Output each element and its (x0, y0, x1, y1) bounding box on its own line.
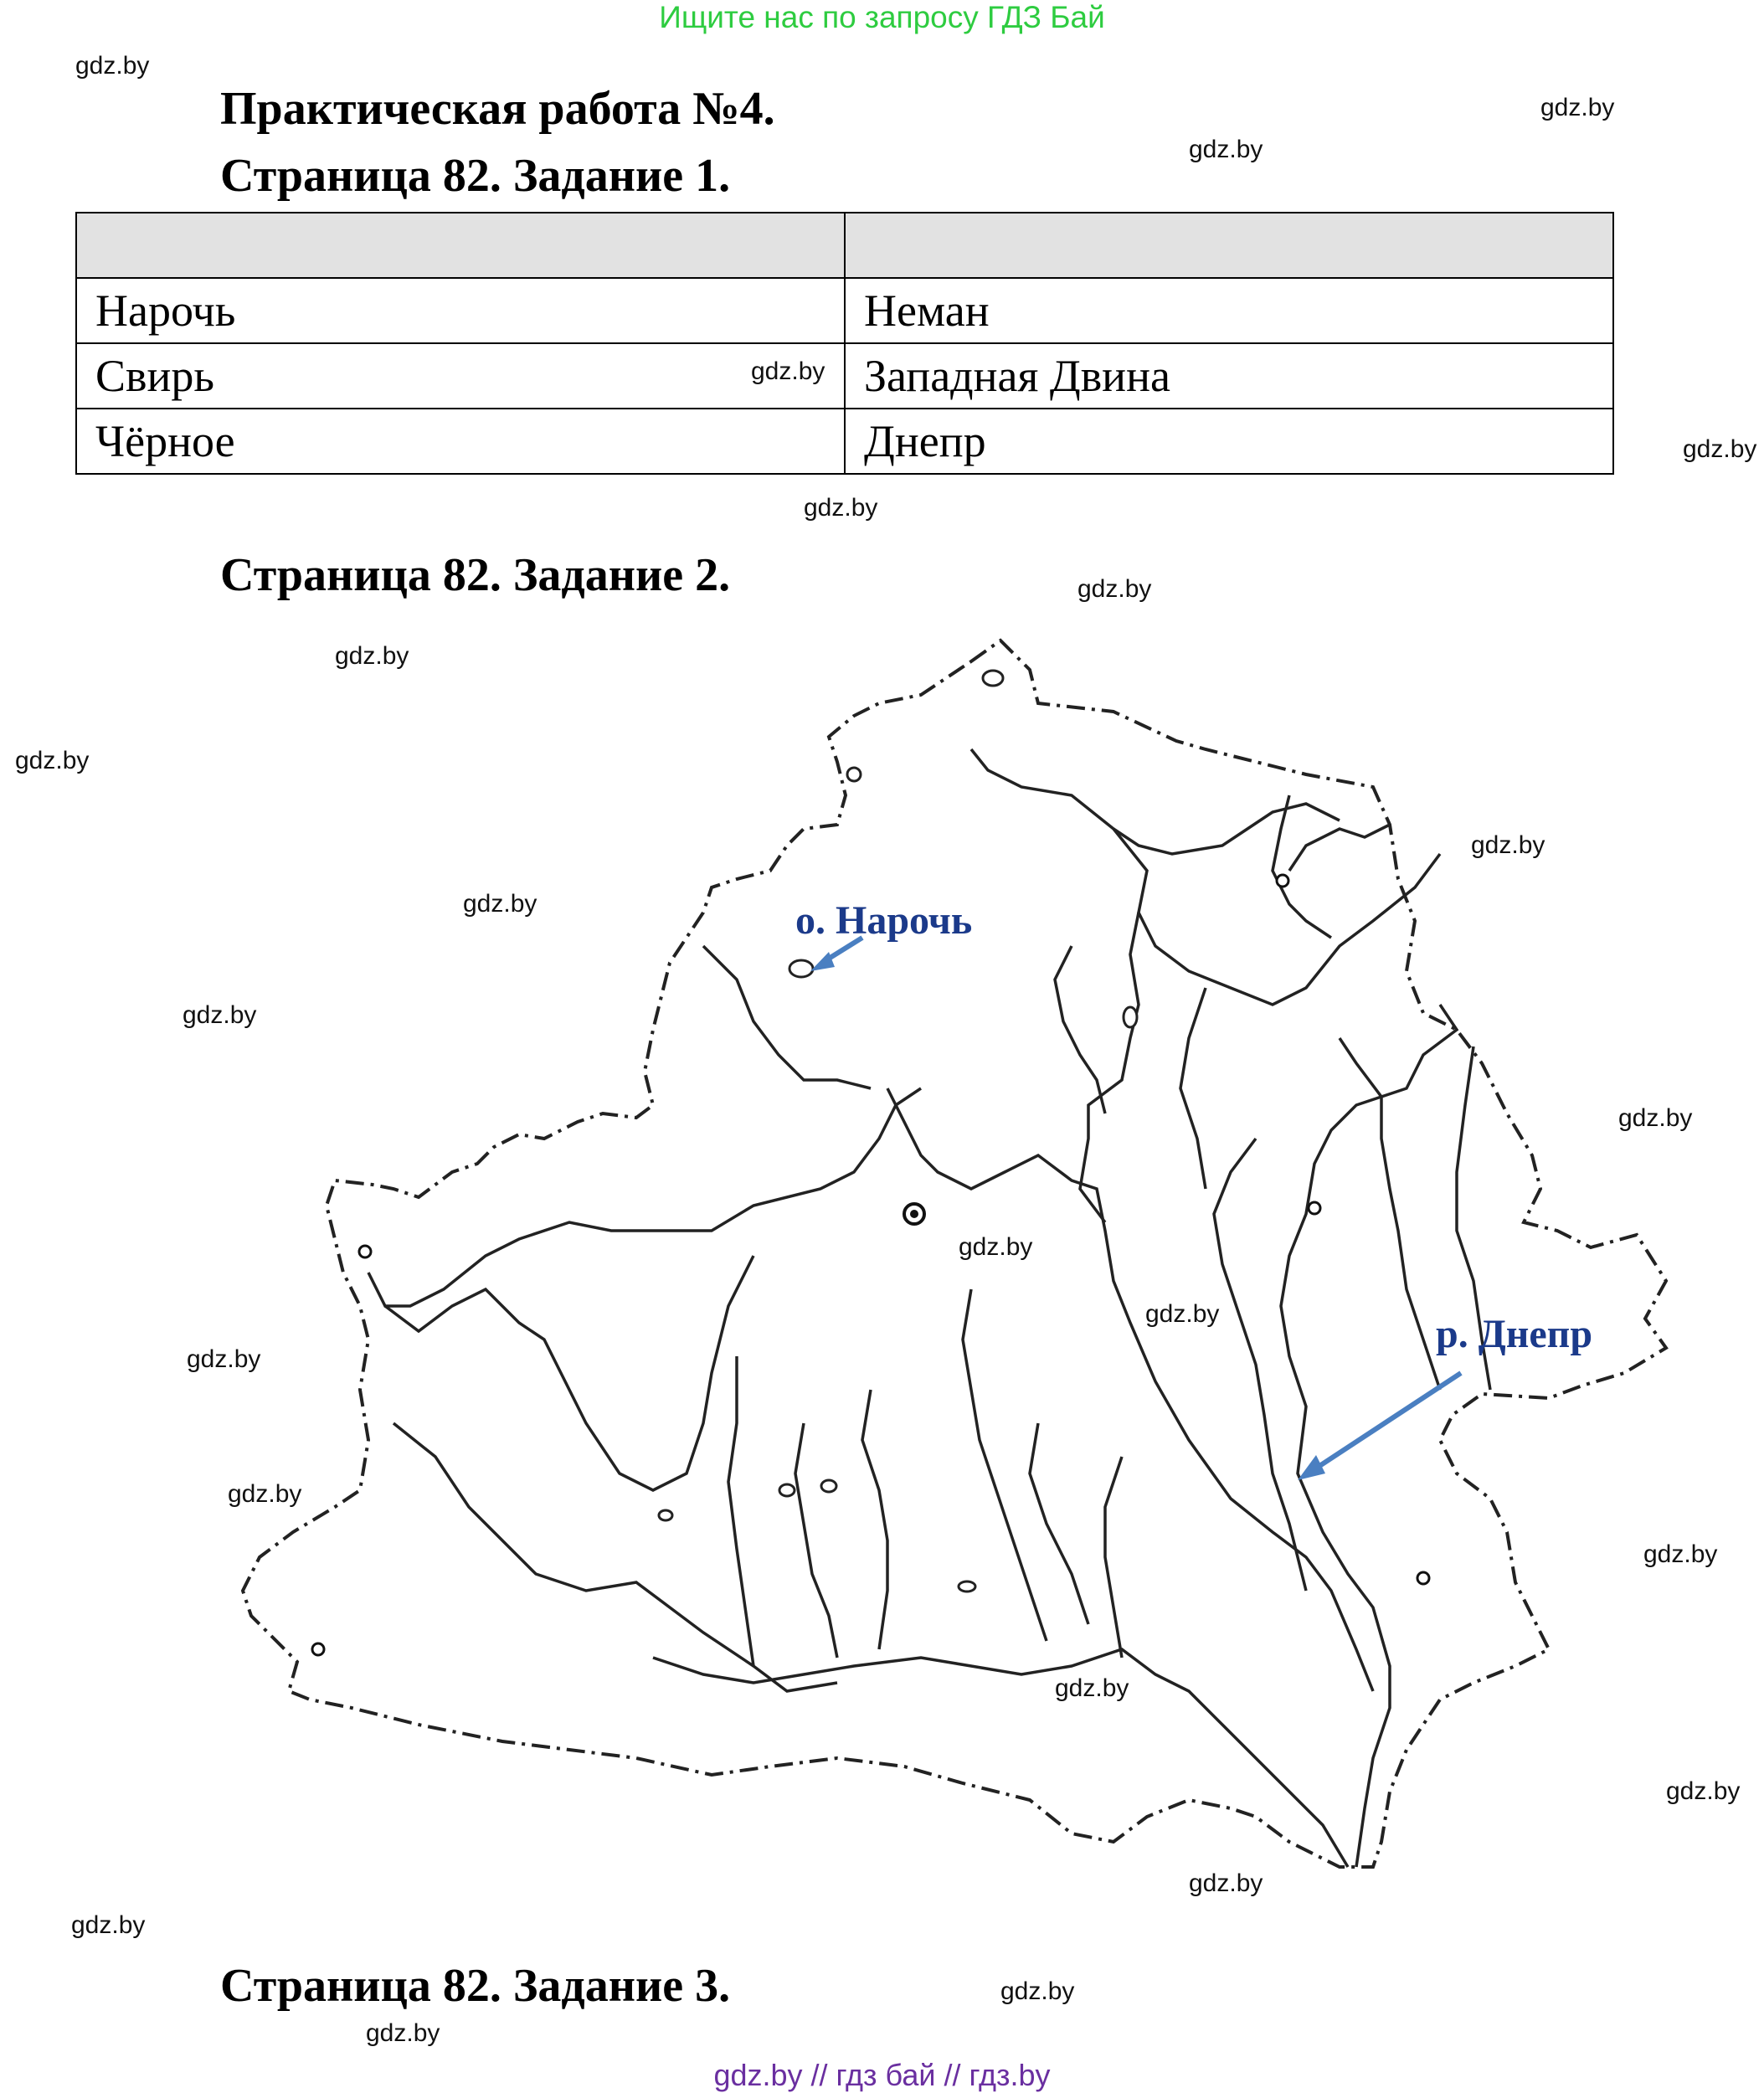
watermark: gdz.by (15, 747, 90, 774)
river-line (728, 1356, 753, 1666)
country-border (243, 640, 1666, 1867)
footer-links[interactable]: gdz.by // гдз бай // гдз.by (713, 2058, 1051, 2092)
lake (659, 1510, 672, 1520)
river-line (1030, 1423, 1088, 1624)
table-cell: Западная Двина (845, 343, 1613, 409)
river-line (862, 1390, 887, 1649)
city-vitebsk (1277, 875, 1288, 887)
river-line (1273, 795, 1331, 938)
lakes (659, 671, 1137, 1592)
watermark: gdz.by (1189, 136, 1263, 163)
river-line (393, 1423, 837, 1691)
watermark: gdz.by (804, 494, 878, 522)
arrowhead-dnepr (1298, 1455, 1325, 1480)
label-dnepr: р. Днепр (1436, 1312, 1593, 1356)
lake-naroch (789, 960, 813, 977)
river-line (1105, 1457, 1122, 1658)
watermark: gdz.by (228, 1480, 302, 1508)
watermark: gdz.by (366, 2019, 440, 2047)
river-line (795, 1423, 837, 1658)
river-line (1340, 1038, 1440, 1390)
label-naroch: о. Нарочь (795, 898, 973, 943)
river-line (1055, 946, 1105, 1113)
river-line (1289, 825, 1390, 871)
river-line (703, 946, 871, 1088)
watermark: gdz.by (959, 1233, 1033, 1261)
watermark: gdz.by (1055, 1674, 1129, 1702)
watermark: gdz.by (1618, 1104, 1693, 1132)
lake (1124, 1007, 1137, 1027)
watermark: gdz.by (1145, 1300, 1220, 1328)
watermark: gdz.by (1077, 575, 1152, 603)
city-brest (312, 1643, 324, 1655)
lake (983, 671, 1003, 686)
watermark: gdz.by (1189, 1869, 1263, 1897)
watermark: gdz.by (1000, 1977, 1075, 2005)
watermark: gdz.by (1683, 435, 1757, 463)
table-cell: Днепр (845, 409, 1613, 474)
river-line (971, 749, 1440, 1005)
table-cell: Неман (845, 278, 1613, 343)
task3-heading: Страница 82. Задание 3. (220, 1960, 731, 2012)
search-banner[interactable]: Ищите нас по запросу ГДЗ Бай (659, 0, 1105, 34)
river-line (368, 1088, 921, 1306)
watermark: gdz.by (335, 642, 409, 670)
task1-heading: Страница 82. Задание 1. (220, 150, 731, 202)
watermark: gdz.by (183, 1001, 257, 1029)
cities (312, 875, 1429, 1655)
watermark: gdz.by (1643, 1540, 1718, 1568)
table-cell: Нарочь (76, 278, 845, 343)
lake (779, 1484, 795, 1496)
page-title: Практическая работа №4. (220, 83, 775, 135)
watermark: gdz.by (463, 890, 537, 918)
lake (959, 1581, 975, 1592)
table-cell: Свирь (76, 343, 845, 409)
city-mogilev (1309, 1202, 1320, 1214)
table-cell: Чёрное (76, 409, 845, 474)
watermark: gdz.by (1540, 94, 1615, 121)
lake (847, 768, 861, 781)
watermark: gdz.by (187, 1345, 261, 1373)
river-line (1180, 988, 1206, 1189)
river-line (653, 1649, 1348, 1867)
watermark: gdz.by (1666, 1777, 1741, 1805)
city-gomel (1417, 1572, 1429, 1584)
arrow-dnepr (1314, 1373, 1461, 1469)
watermark: gdz.by (75, 52, 150, 80)
watermark: gdz.by (1471, 831, 1545, 859)
watermark: gdz.by (751, 357, 825, 385)
city-grodno (359, 1246, 371, 1257)
lake (821, 1480, 836, 1492)
task2-heading: Страница 82. Задание 2. (220, 549, 731, 601)
watermark: gdz.by (71, 1911, 146, 1939)
